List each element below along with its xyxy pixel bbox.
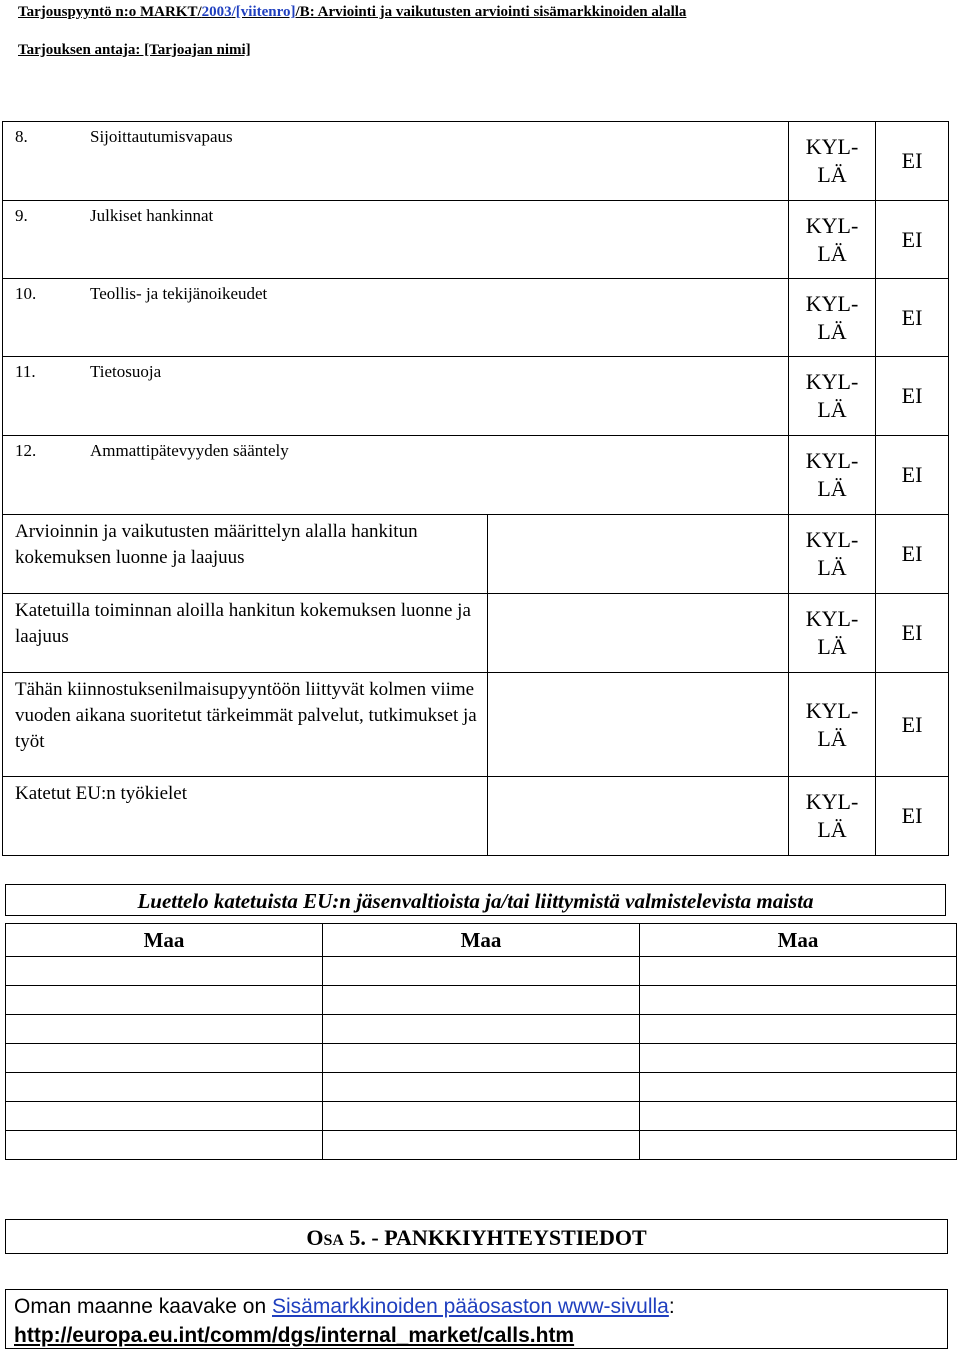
empty-cell bbox=[488, 515, 789, 594]
countries-title: Luettelo katetuista EU:n jäsenvaltioista ja/tai liittymistä valmistelevista maista bbox=[5, 884, 946, 916]
item-number: 10. bbox=[15, 284, 37, 303]
country-cell[interactable] bbox=[323, 1015, 640, 1044]
country-header-3: Maa bbox=[640, 924, 957, 957]
experience-label: Tähän kiinnostuksenilmaisupyyntöön liittyvät kolmen viime vuoden aikana suoritetut tärkeimmät palvelut, tutkimukset ja työt bbox=[3, 673, 488, 777]
experience-label bbox=[3, 122, 789, 201]
country-cell[interactable] bbox=[640, 957, 957, 986]
item-number: 8. bbox=[15, 127, 28, 146]
header-ref-year: 2003 bbox=[201, 4, 232, 20]
header-ref-number: /[viitenro] bbox=[231, 4, 296, 20]
experience-row bbox=[3, 594, 949, 673]
yes-option[interactable]: KYL- LÄ bbox=[789, 357, 876, 436]
section-5-smallcaps: SA bbox=[323, 1232, 344, 1249]
section-5-title: 5. - PANKKIYHTEYSTIEDOT bbox=[343, 1225, 647, 1250]
experience-label bbox=[3, 279, 789, 357]
country-cell[interactable] bbox=[6, 1044, 323, 1073]
no-option[interactable]: EI bbox=[876, 201, 949, 279]
header-ref-prefix: Tarjouspyyntö n:o MARKT/ bbox=[18, 4, 202, 20]
country-row bbox=[6, 1015, 957, 1044]
item-label: Teollis- ja tekijänoikeudet bbox=[90, 284, 268, 303]
experience-label bbox=[3, 436, 789, 515]
yes-option[interactable]: KYL- LÄ bbox=[789, 122, 876, 201]
bank-info-note bbox=[5, 1289, 948, 1349]
experience-row bbox=[3, 515, 949, 594]
no-option[interactable]: EI bbox=[876, 515, 949, 594]
experience-row bbox=[3, 673, 949, 777]
section-5-heading bbox=[5, 1219, 948, 1254]
no-option[interactable]: EI bbox=[876, 777, 949, 856]
yes-option[interactable]: KYL- LÄ bbox=[789, 777, 876, 856]
country-row bbox=[6, 1102, 957, 1131]
experience-label: Katetut EU:n työkielet bbox=[3, 777, 488, 856]
country-row bbox=[6, 1131, 957, 1160]
country-cell[interactable] bbox=[323, 1073, 640, 1102]
section-5-initial: O bbox=[306, 1225, 324, 1250]
experience-table bbox=[2, 121, 949, 856]
country-cell[interactable] bbox=[323, 986, 640, 1015]
experience-label: Arvioinnin ja vaikutusten määrittelyn alalla hankitun kokemuksen luonne ja laajuus bbox=[3, 515, 488, 594]
country-row bbox=[6, 957, 957, 986]
experience-row bbox=[3, 279, 949, 357]
empty-cell bbox=[488, 777, 789, 856]
country-row bbox=[6, 1044, 957, 1073]
calls-url-link[interactable]: http://europa.eu.int/comm/dgs/internal_market/calls.htm bbox=[14, 1324, 575, 1347]
experience-label bbox=[3, 357, 789, 436]
country-cell[interactable] bbox=[6, 957, 323, 986]
experience-row bbox=[3, 777, 949, 856]
item-label: Sijoittautumisvapaus bbox=[90, 127, 233, 146]
experience-label: Katetuilla toiminnan aloilla hankitun kokemuksen luonne ja laajuus bbox=[3, 594, 488, 673]
yes-option[interactable]: KYL- LÄ bbox=[789, 515, 876, 594]
bidder-name: Tarjouksen antaja: [Tarjoajan nimi] bbox=[18, 42, 251, 58]
no-option[interactable]: EI bbox=[876, 357, 949, 436]
country-header-1: Maa bbox=[6, 924, 323, 957]
item-label: Julkiset hankinnat bbox=[90, 206, 214, 225]
country-cell[interactable] bbox=[640, 1102, 957, 1131]
internal-market-link[interactable]: Sisämarkkinoiden pääosaston www-sivulla bbox=[272, 1295, 669, 1318]
country-cell[interactable] bbox=[640, 1015, 957, 1044]
item-label: Tietosuoja bbox=[90, 362, 162, 381]
item-number: 9. bbox=[15, 206, 28, 225]
country-cell[interactable] bbox=[6, 1015, 323, 1044]
empty-cell bbox=[488, 594, 789, 673]
experience-label bbox=[3, 201, 789, 279]
yes-option[interactable]: KYL- LÄ bbox=[789, 201, 876, 279]
country-header-2: Maa bbox=[323, 924, 640, 957]
country-row bbox=[6, 1073, 957, 1102]
country-cell[interactable] bbox=[640, 986, 957, 1015]
country-cell[interactable] bbox=[6, 1073, 323, 1102]
country-cell[interactable] bbox=[640, 1044, 957, 1073]
info-text: Oman maanne kaavake on bbox=[14, 1295, 272, 1318]
document-header-title bbox=[18, 4, 686, 21]
yes-option[interactable]: KYL- LÄ bbox=[789, 594, 876, 673]
country-cell[interactable] bbox=[6, 1131, 323, 1160]
item-number: 11. bbox=[15, 362, 36, 381]
country-cell[interactable] bbox=[640, 1073, 957, 1102]
no-option[interactable]: EI bbox=[876, 673, 949, 777]
country-row bbox=[6, 986, 957, 1015]
document-header-bidder bbox=[18, 42, 251, 59]
yes-option[interactable]: KYL- LÄ bbox=[789, 673, 876, 777]
country-cell[interactable] bbox=[323, 1131, 640, 1160]
experience-row bbox=[3, 436, 949, 515]
experience-row bbox=[3, 357, 949, 436]
country-cell[interactable] bbox=[323, 1044, 640, 1073]
no-option[interactable]: EI bbox=[876, 122, 949, 201]
info-colon: : bbox=[668, 1295, 675, 1318]
experience-row bbox=[3, 122, 949, 201]
header-ref-subject: /B: Arviointi ja vaikutusten arviointi sisämarkkinoiden alalla bbox=[295, 4, 687, 20]
no-option[interactable]: EI bbox=[876, 436, 949, 515]
country-cell[interactable] bbox=[323, 1102, 640, 1131]
yes-option[interactable]: KYL- LÄ bbox=[789, 279, 876, 357]
country-cell[interactable] bbox=[6, 986, 323, 1015]
yes-option[interactable]: KYL- LÄ bbox=[789, 436, 876, 515]
countries-table bbox=[5, 923, 957, 1160]
experience-row bbox=[3, 201, 949, 279]
country-cell[interactable] bbox=[323, 957, 640, 986]
item-label: Ammattipätevyyden sääntely bbox=[90, 441, 289, 460]
item-number: 12. bbox=[15, 441, 37, 460]
no-option[interactable]: EI bbox=[876, 279, 949, 357]
no-option[interactable]: EI bbox=[876, 594, 949, 673]
country-cell[interactable] bbox=[6, 1102, 323, 1131]
empty-cell bbox=[488, 673, 789, 777]
country-cell[interactable] bbox=[640, 1131, 957, 1160]
